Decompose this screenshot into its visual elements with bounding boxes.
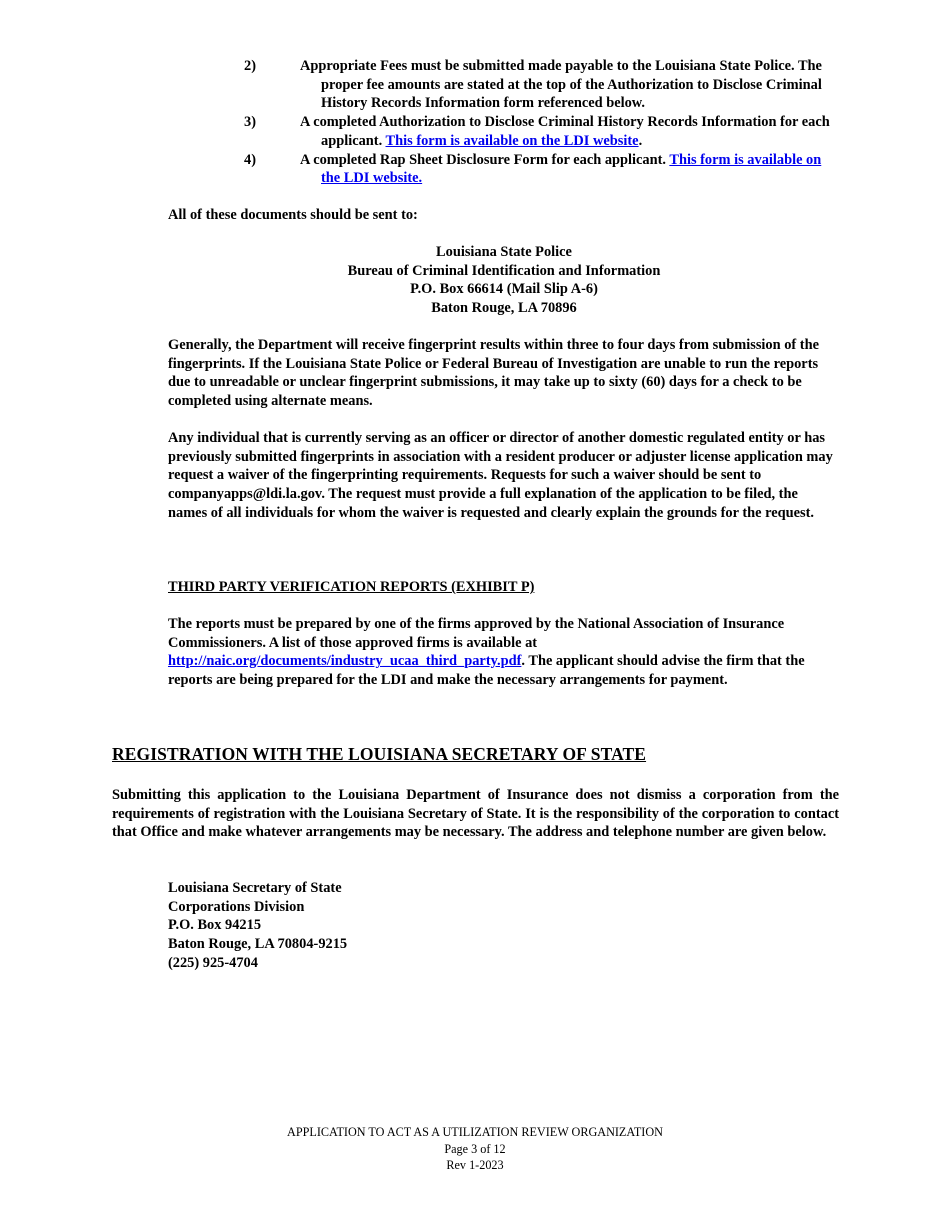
lsp-address bbox=[168, 243, 840, 318]
fingerprint-results-paragraph: Generally, the Department will receive fingerprint results within three to four days from submission of the fingerprints. If the Louisiana State Police or Federal Bureau of Investigation are unable to run the reports due to unreadable or unclear fingerprint submissions, it may take up to sixty (60) days for a check to be completed using alternate means. bbox=[168, 337, 819, 410]
address-line: P.O. Box 94215 bbox=[168, 917, 262, 934]
rap-sheet-form-link[interactable]: This form is available on the LDI website. bbox=[321, 151, 822, 187]
address-line: P.O. Box 66614 (Mail Slip A-6) bbox=[410, 281, 598, 298]
ldi-form-link[interactable]: This form is available on the LDI website bbox=[385, 132, 639, 149]
list-item-number: 3) bbox=[244, 114, 256, 131]
address-line: Baton Rouge, LA 70896 bbox=[431, 300, 577, 317]
sos-address bbox=[168, 879, 347, 973]
address-line: Louisiana State Police bbox=[436, 244, 572, 260]
list-item-number: 4) bbox=[244, 151, 256, 168]
registration-heading: REGISTRATION WITH THE LOUISIANA SECRETARY OF STATE bbox=[112, 744, 647, 764]
address-line: Baton Rouge, LA 70804-9215 bbox=[168, 936, 348, 953]
list-item-text: A completed Authorization to Disclose Criminal History Records Information for each applicant. This form is available on the LDI website. bbox=[300, 114, 830, 149]
phone-number: (225) 925-4704 bbox=[168, 954, 258, 971]
address-line: Corporations Division bbox=[168, 898, 305, 915]
registration-paragraph: Submitting this application to the Louisiana Department of Insurance does not dismiss a corporation from the requirements of registration with the Louisiana Secretary of State. It is the responsibility of the corporation to contact that Office and make whatever arrangements may be necessary. The address and telephone number are given below. bbox=[112, 787, 839, 841]
third-party-paragraph: The reports must be prepared by one of the firms approved by the National Association of Insurance Commissioners. A list of those approved firms is available at http://naic.org/documents/industry_ucaa_third_party.pdf. The applicant should advise the firm that the reports are being prepared for the LDI and make the necessary arrangements for payment. bbox=[168, 616, 805, 689]
requirements-list bbox=[244, 57, 844, 188]
list-item bbox=[244, 113, 844, 150]
waiver-paragraph: Any individual that is currently serving as an officer or director of another domestic regulated entity or has previously submitted fingerprints in association with a resident producer or adjuster license application may request a waiver of the fingerprinting requirements. Requests for such a waiver should be sent to companyapps@ldi.la.gov. The request must provide a full explanation of the application to be filed, the names of all individuals for whom the waiver is requested and clearly explain the grounds for the request. bbox=[168, 430, 833, 521]
list-item-text: A completed Rap Sheet Disclosure Form for each applicant. This form is available on the LDI website. bbox=[300, 151, 822, 187]
address-line: Bureau of Criminal Identification and Information bbox=[347, 262, 661, 279]
list-item bbox=[244, 151, 844, 188]
footer-title: APPLICATION TO ACT AS A UTILIZATION REVIEW ORGANIZATION bbox=[287, 1125, 663, 1139]
naic-link[interactable]: http://naic.org/documents/industry_ucaa_third_party.pdf bbox=[168, 653, 522, 670]
list-item bbox=[244, 57, 844, 113]
list-item-number: 2) bbox=[244, 58, 256, 74]
page-footer bbox=[200, 1124, 750, 1174]
list-item-text: Appropriate Fees must be submitted made payable to the Louisiana State Police. The proper fee amounts are stated at the top of the Authorization to Disclose Criminal History Records Information form referenced below. bbox=[300, 58, 822, 112]
send-intro: All of these documents should be sent to: bbox=[168, 207, 418, 223]
third-party-heading: THIRD PARTY VERIFICATION REPORTS (EXHIBIT P) bbox=[168, 579, 535, 595]
address-line: Louisiana Secretary of State bbox=[168, 880, 342, 896]
footer-page-number: Page 3 of 12 bbox=[444, 1141, 506, 1156]
footer-revision: Rev 1-2023 bbox=[446, 1158, 504, 1172]
